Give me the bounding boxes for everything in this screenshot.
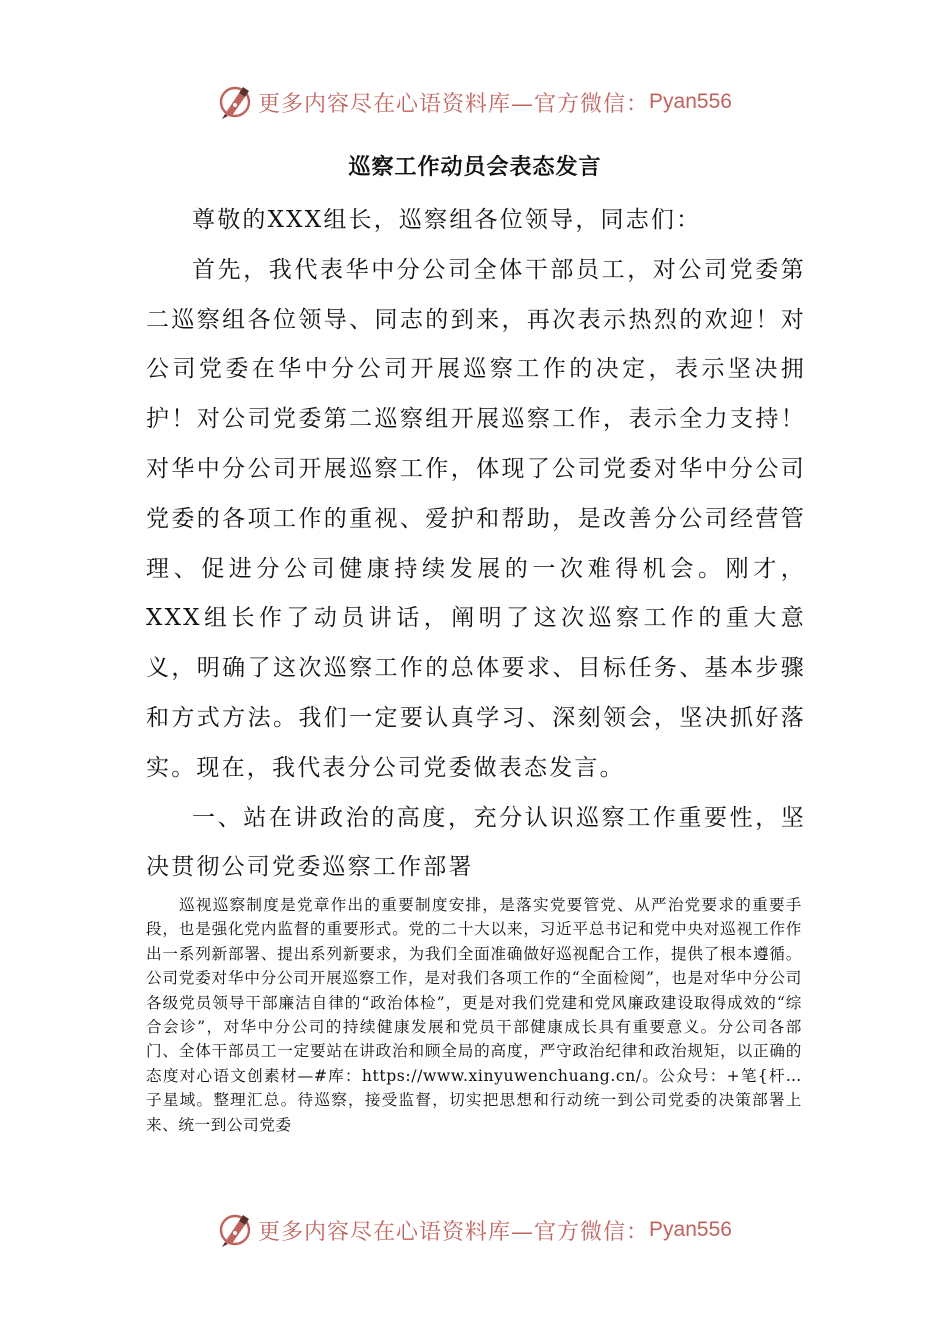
header-banner [0,80,950,124]
banner-wechat-id: Pyan556 [649,90,732,113]
pen-nib-logo-icon [218,84,254,120]
document-body [146,196,806,893]
banner-wechat-id: Pyan556 [649,1218,732,1241]
footer-banner [0,1208,950,1252]
paragraph-1: 首先，我代表华中分公司全体干部员工，对公司党委第二巡察组各位领导、同志的到来，再次表示热烈的欢迎！对公司党委在华中分公司开展巡察工作的决定，表示坚决拥护！对公司党委第二巡察组开展巡察工作，表示全力支持！对华中分公司开展巡察工作，体现了公司党委对华中分公司党委的各项工作的重视、爱护和帮助，是改善分公司经营管理、促进分公司健康持续发展的一次难得机会。刚才，XXX组长作了动员讲话，阐明了这次巡察工作的重大意义，明确了这次巡察工作的总体要求、目标任务、基本步骤和方式方法。我们一定要认真学习、深刻领会，坚决抓好落实。现在，我代表分公司党委做表态发言。 [146,256,806,781]
section-1-body: 巡视巡察制度是党章作出的重要制度安排，是落实党要管党、从严治党要求的重要手段，也是强化党内监督的重要形式。党的二十大以来，习近平总书记和党中央对巡视工作作出一系列新部署、提出系列新要求，为我们全面准确做好巡视配合工作，提供了根本遵循。公司党委对华中分公司开展巡察工作，是对我们各项工作的“全面检阅”，也是对华中分公司各级党员领导干部廉洁自律的“政治体检”，更是对我们党建和党风廉政建设取得成效的“综合会诊”，对华中分公司的持续健康发展和党员干部健康成长具有重要意义。分公司各部门、全体干部员工一定要站在讲政治和顾全局的高度，严守政治纪律和政治规矩，以正确的态度对心语文创素材—#库：https://www.xinyuwenchuang.cn/。公众号：+笔{杆…子星域。整理汇总。待巡察，接受监督，切实把思想和行动统一到公司党委的决策部署上来、统一到公司党委 [146,896,802,1134]
pen-nib-logo-icon [218,1212,254,1248]
section-1-body-block [146,893,802,1137]
banner-text: 更多内容尽在心语资料库—官方微信： [258,1219,650,1245]
salutation: 尊敬的XXX组长，巡察组各位领导，同志们： [192,207,702,233]
banner-text: 更多内容尽在心语资料库—官方微信： [258,91,650,117]
section-1-heading: 一、站在讲政治的高度，充分认识巡察工作重要性，坚决贯彻公司党委巡察工作部署 [146,804,806,881]
document-title: 巡察工作动员会表态发言 [348,154,602,180]
